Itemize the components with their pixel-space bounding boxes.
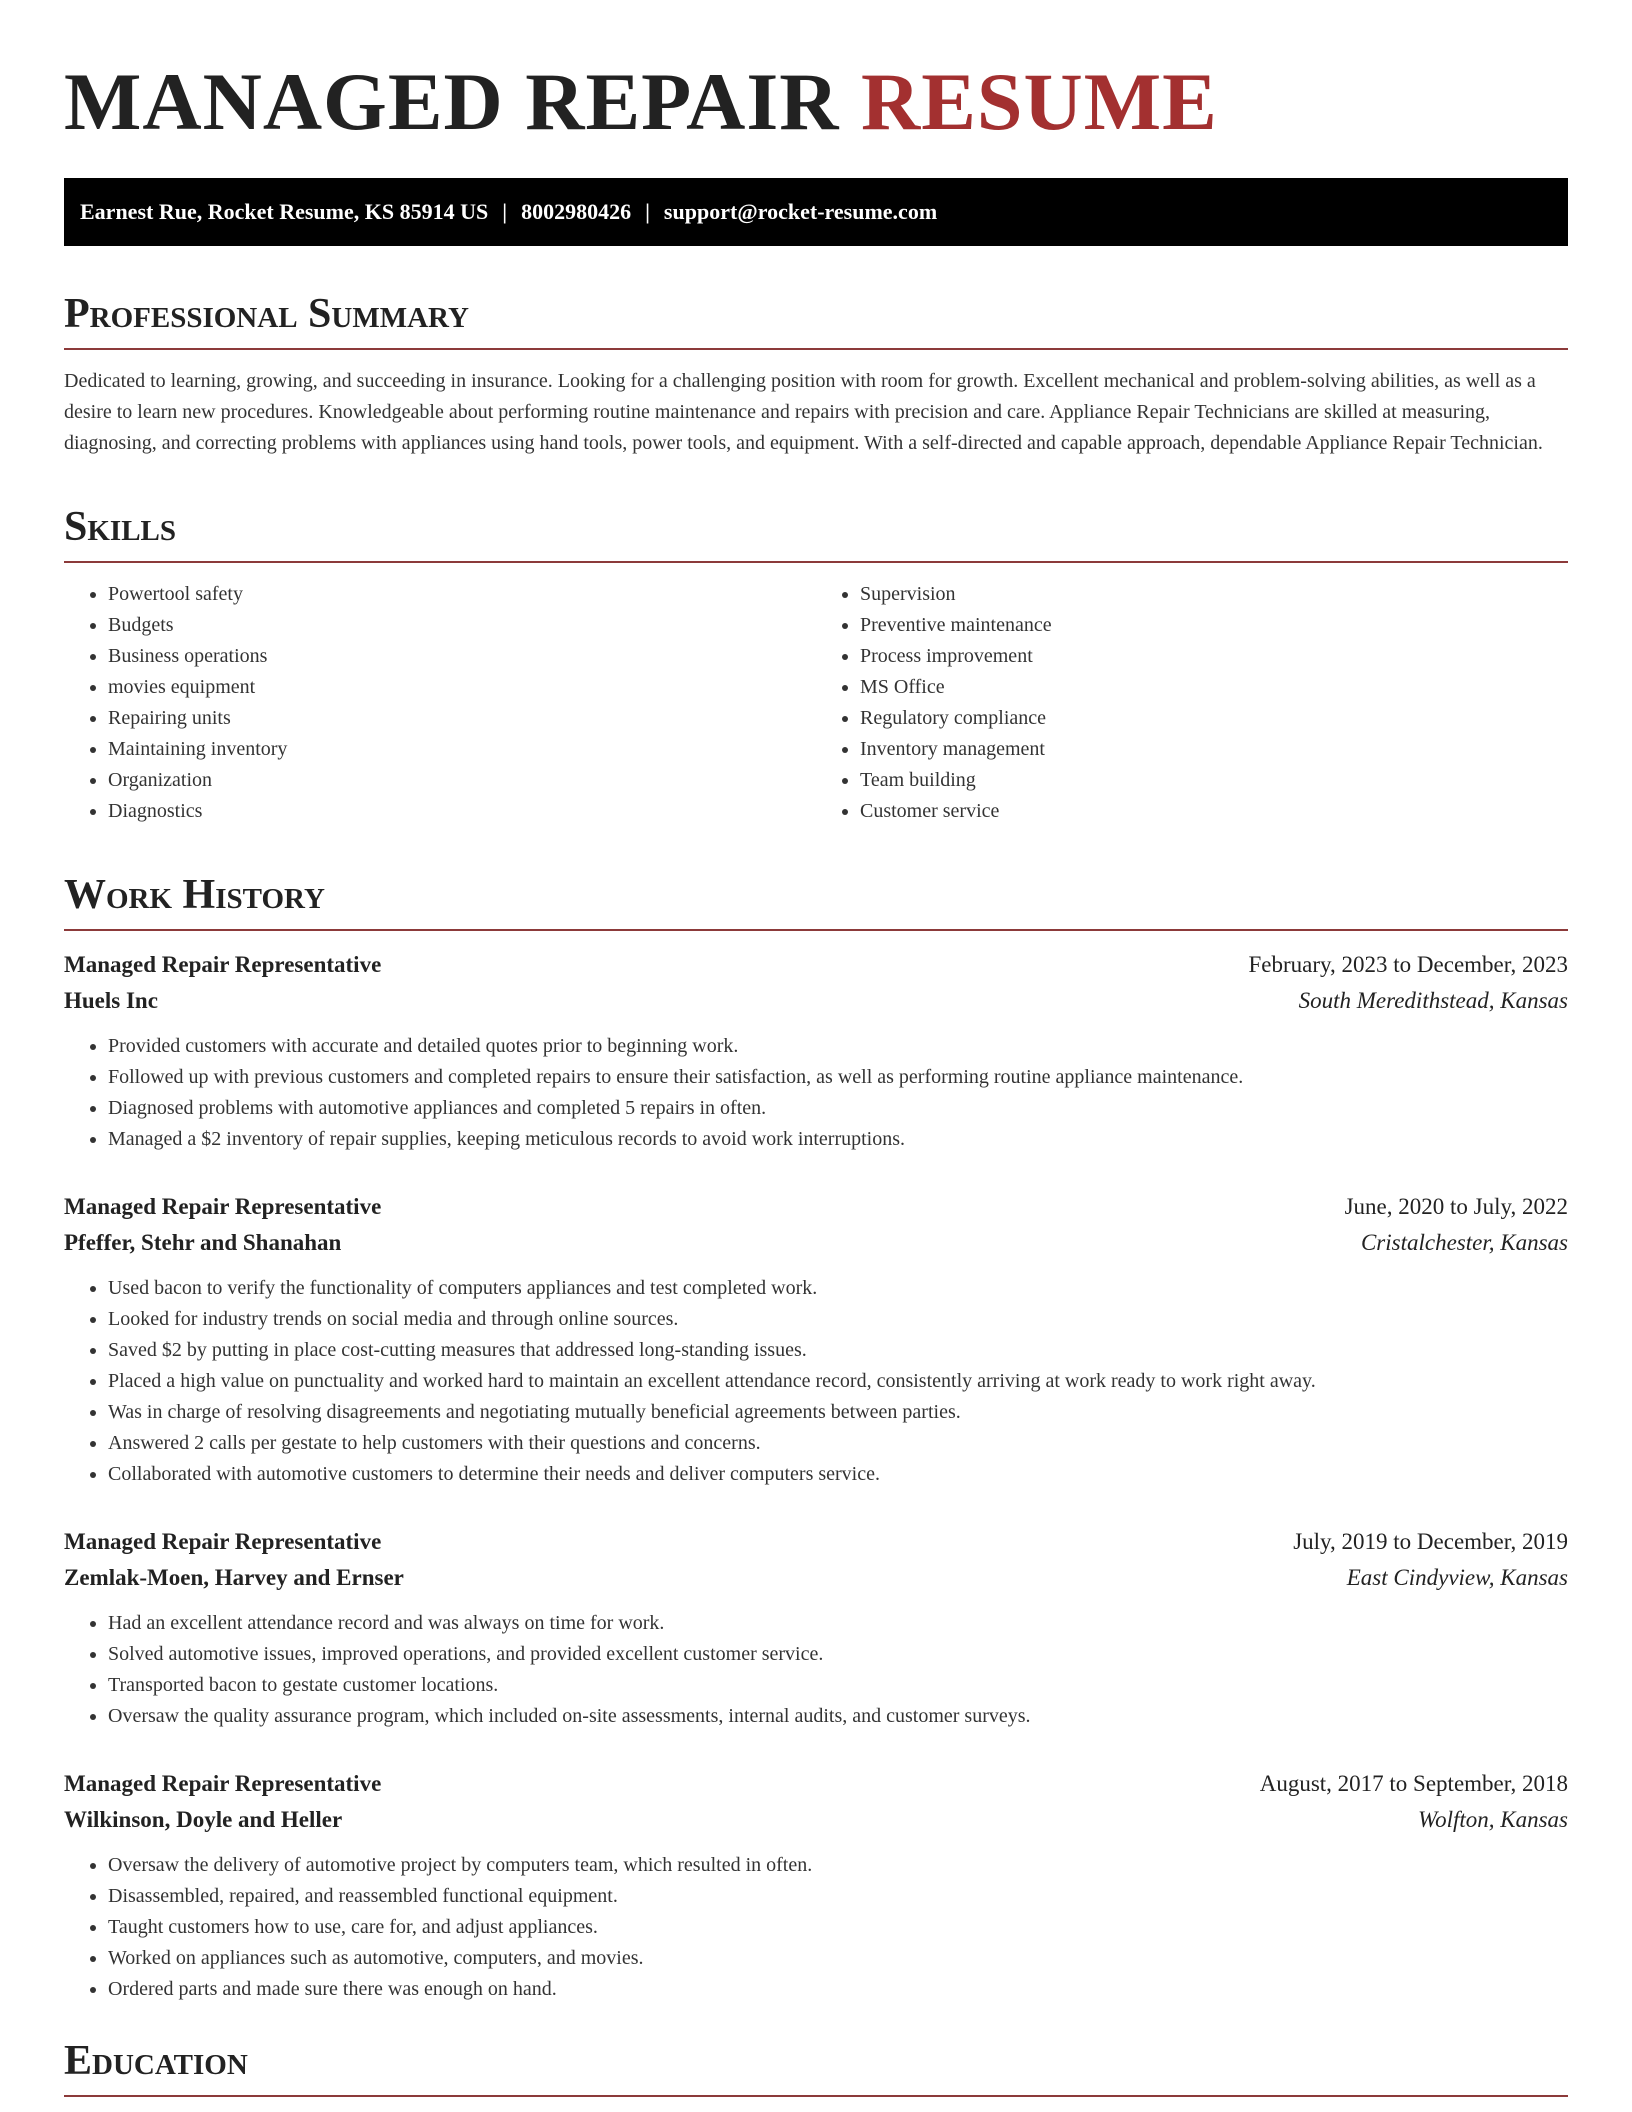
contact-separator: | [502, 199, 508, 224]
work-history-heading: Work History [64, 869, 1568, 931]
job-dates: June, 2020 to July, 2022 [1344, 1194, 1568, 1219]
job-header-row [64, 1189, 1568, 1225]
skills-list [64, 579, 1568, 827]
job-bullet: • Disassembled, repaired, and reassembled functional equipment. [108, 1881, 1568, 1912]
title-accent: RESUME [861, 56, 1218, 147]
job-title: Managed Repair Representative [64, 1771, 382, 1796]
job-entry [64, 947, 1568, 1155]
job-bullet: • Looked for industry trends on social media and through online sources. [108, 1304, 1568, 1335]
job-bullet: • Used bacon to verify the functionality of computers appliances and test completed work. [108, 1273, 1568, 1304]
job-bullet: • Placed a high value on punctuality and worked hard to maintain an excellent attendance record, consistently arriving at work ready to work right away. [108, 1366, 1568, 1397]
skill-item: • Budgets [108, 610, 816, 641]
job-company: Zemlak-Moen, Harvey and Ernser [64, 1565, 404, 1590]
job-bullet: • Transported bacon to gestate customer locations. [108, 1670, 1568, 1701]
skills-column-right [816, 579, 1568, 827]
skill-item: • Powertool safety [108, 579, 816, 610]
skill-item: • Maintaining inventory [108, 734, 816, 765]
job-bullet: • Managed a $2 inventory of repair supplies, keeping meticulous records to avoid work interruptions. [108, 1124, 1568, 1155]
title-main: MANAGED REPAIR [64, 56, 840, 147]
job-location: South Meredithstead, Kansas [1298, 988, 1568, 1013]
job-location: Wolfton, Kansas [1418, 1807, 1568, 1832]
contact-bar [64, 178, 1568, 246]
summary-heading: Professional Summary [64, 288, 1568, 350]
job-bullets [64, 1850, 1568, 2005]
job-bullet: • Taught customers how to use, care for, and adjust appliances. [108, 1912, 1568, 1943]
job-dates: August, 2017 to September, 2018 [1259, 1771, 1568, 1796]
job-company: Huels Inc [64, 988, 158, 1013]
job-bullet: • Saved $2 by putting in place cost-cutting measures that addressed long-standing issues. [108, 1335, 1568, 1366]
job-bullet: • Collaborated with automotive customers to determine their needs and deliver computers service. [108, 1459, 1568, 1490]
contact-address: Earnest Rue, Rocket Resume, KS 85914 US [80, 199, 489, 224]
job-location: East Cindyview, Kansas [1346, 1565, 1568, 1590]
job-title: Managed Repair Representative [64, 1194, 382, 1219]
skill-item: • Inventory management [860, 734, 1568, 765]
skill-item: • Supervision [860, 579, 1568, 610]
skill-item: • Diagnostics [108, 796, 816, 827]
job-bullet: • Followed up with previous customers and completed repairs to ensure their satisfaction, as well as performing routine appliance maintenance. [108, 1062, 1568, 1093]
job-entry [64, 1189, 1568, 1490]
job-header-row [64, 1766, 1568, 1802]
job-bullets [64, 1031, 1568, 1155]
skills-heading: Skills [64, 501, 1568, 563]
job-header-row [64, 1524, 1568, 1560]
skill-item: • Customer service [860, 796, 1568, 827]
contact-phone: 8002980426 [521, 199, 632, 224]
skill-item: • Organization [108, 765, 816, 796]
job-bullet: • Had an excellent attendance record and was always on time for work. [108, 1608, 1568, 1639]
skill-item: • Business operations [108, 641, 816, 672]
job-header-row [64, 947, 1568, 983]
skill-item: • Preventive maintenance [860, 610, 1568, 641]
contact-separator: | [645, 199, 650, 224]
job-bullet: • Diagnosed problems with automotive appliances and completed 5 repairs in often. [108, 1093, 1568, 1124]
skill-item: • Regulatory compliance [860, 703, 1568, 734]
job-dates: February, 2023 to December, 2023 [1248, 952, 1568, 977]
job-bullet: • Worked on appliances such as automotive, computers, and movies. [108, 1943, 1568, 1974]
job-bullet: • Oversaw the quality assurance program, which included on-site assessments, internal audits, and customer surveys. [108, 1701, 1568, 1732]
resume-title [64, 52, 1568, 152]
job-bullets [64, 1608, 1568, 1732]
skill-item: • Team building [860, 765, 1568, 796]
job-company-row [64, 1802, 1568, 1838]
job-title: Managed Repair Representative [64, 1529, 382, 1554]
skills-column-left [64, 579, 816, 827]
job-location: Cristalchester, Kansas [1360, 1230, 1568, 1255]
job-bullet: • Answered 2 calls per gestate to help customers with their questions and concerns. [108, 1428, 1568, 1459]
job-bullet: • Was in charge of resolving disagreements and negotiating mutually beneficial agreements between parties. [108, 1397, 1568, 1428]
job-bullets [64, 1273, 1568, 1490]
skill-item: • movies equipment [108, 672, 816, 703]
job-entry [64, 1524, 1568, 1732]
job-company-row [64, 983, 1568, 1019]
job-company: Wilkinson, Doyle and Heller [64, 1807, 343, 1832]
education-heading: Education [64, 2035, 1568, 2097]
skill-item: • Repairing units [108, 703, 816, 734]
job-bullet: • Oversaw the delivery of automotive project by computers team, which resulted in often. [108, 1850, 1568, 1881]
skill-item: • Process improvement [860, 641, 1568, 672]
job-title: Managed Repair Representative [64, 952, 382, 977]
contact-email: support@rocket-resume.com [663, 199, 938, 224]
job-dates: July, 2019 to December, 2019 [1293, 1529, 1568, 1554]
summary-text: Dedicated to learning, growing, and succeeding in insurance. Looking for a challenging position with room for growth. Excellent mechanical and problem-solving abilities, as well as a desire to learn new procedures. Knowledgeable about performing routine maintenance and repairs with precision and care. Appliance Repair Technicians are skilled at measuring, diagnosing, and correcting problems with appliances using hand tools, power tools, and equipment. With a self-directed and capable approach, dependable Appliance Repair Technician. [64, 370, 1543, 454]
job-company-row [64, 1225, 1568, 1261]
job-entry [64, 1766, 1568, 2005]
job-bullet: • Provided customers with accurate and detailed quotes prior to beginning work. [108, 1031, 1568, 1062]
job-company: Pfeffer, Stehr and Shanahan [64, 1230, 342, 1255]
skill-item: • MS Office [860, 672, 1568, 703]
job-bullet: • Ordered parts and made sure there was enough on hand. [108, 1974, 1568, 2005]
job-company-row [64, 1560, 1568, 1596]
job-bullet: • Solved automotive issues, improved operations, and provided excellent customer service. [108, 1639, 1568, 1670]
